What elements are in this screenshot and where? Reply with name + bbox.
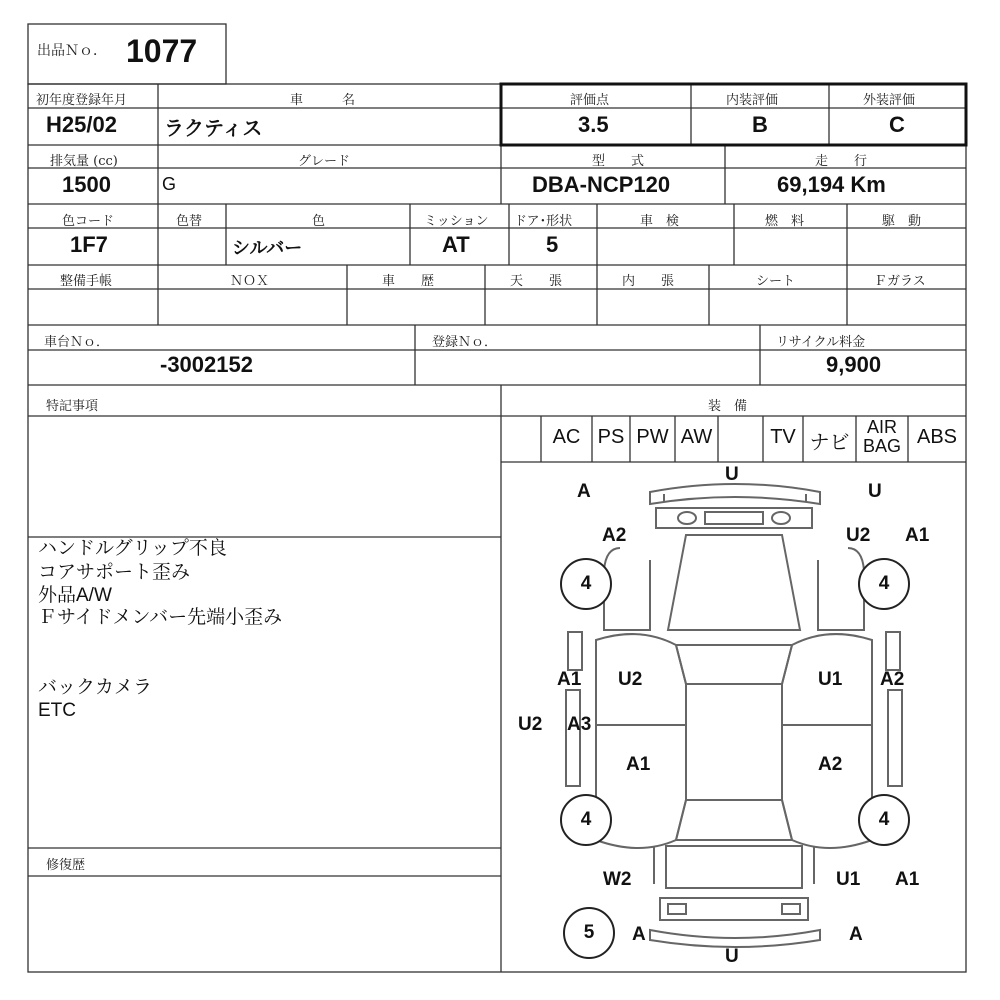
lot-number-label: 出品Ｎｏ． bbox=[37, 43, 107, 59]
equip-tv: TV bbox=[770, 426, 796, 448]
mileage-label: 走 行 bbox=[815, 154, 868, 169]
color-code-label: 色コード bbox=[62, 214, 115, 229]
note-line: Ｆサイドメンバー先端小歪み bbox=[38, 607, 283, 628]
door-shape-label: ドア･形状 bbox=[514, 214, 573, 229]
repaint-label: 色替 bbox=[176, 214, 203, 229]
score-label: 評価点 bbox=[570, 93, 610, 108]
registration-label: 登録Ｎｏ． bbox=[432, 335, 498, 350]
notes-label: 特記事項 bbox=[46, 399, 99, 414]
exterior-score-value: C bbox=[889, 112, 905, 137]
equip-navi: ナビ bbox=[809, 432, 850, 454]
damage-mark: A1 bbox=[905, 525, 930, 546]
color-code-value: 1F7 bbox=[70, 232, 108, 257]
damage-mark: U1 bbox=[818, 669, 843, 690]
damage-mark: A3 bbox=[567, 714, 592, 735]
chassis-value: -3002152 bbox=[160, 352, 253, 377]
model-label: 型 式 bbox=[592, 154, 645, 169]
grade-value: G bbox=[162, 174, 177, 194]
equip-ps: PS bbox=[597, 426, 625, 448]
note-line: 外品A/W bbox=[38, 585, 112, 606]
history-label: 車 歴 bbox=[382, 274, 435, 289]
grade-label: グレード bbox=[298, 154, 351, 169]
damage-mark: A1 bbox=[895, 869, 920, 890]
inspection-label: 車 検 bbox=[640, 214, 680, 229]
damage-mark: W2 bbox=[603, 869, 632, 890]
damage-mark: A1 bbox=[557, 669, 582, 690]
tire-rear-right: 4 bbox=[858, 794, 910, 846]
color-label: 色 bbox=[312, 214, 326, 229]
tire-front-left: 4 bbox=[560, 558, 612, 610]
recycle-value: 9,900 bbox=[826, 352, 882, 377]
car-name-label: 車 名 bbox=[290, 93, 356, 108]
damage-mark: A bbox=[577, 481, 591, 502]
score-value: 3.5 bbox=[578, 112, 609, 137]
reg-date-label: 初年度登録年月 bbox=[36, 93, 128, 108]
exterior-score-label: 外装評価 bbox=[863, 93, 916, 108]
equip-ac: AC bbox=[552, 426, 581, 448]
transmission-value: AT bbox=[442, 232, 470, 257]
damage-mark: U1 bbox=[836, 869, 861, 890]
equip-aw: AW bbox=[680, 426, 713, 448]
damage-mark: U2 bbox=[518, 714, 543, 735]
equipment-label: 装 備 bbox=[708, 399, 748, 414]
damage-mark: U2 bbox=[846, 525, 871, 546]
damage-mark: U bbox=[725, 464, 739, 485]
tire-spare: 5 bbox=[563, 907, 615, 959]
drive-label: 駆 動 bbox=[882, 214, 922, 229]
fuel-label: 燃 料 bbox=[765, 214, 805, 229]
fglass-label: Ｆガラス bbox=[874, 274, 926, 289]
tire-rear-left: 4 bbox=[560, 794, 612, 846]
damage-mark: A2 bbox=[818, 754, 843, 775]
displacement-label: 排気量 (cc) bbox=[50, 154, 118, 169]
damage-mark: A2 bbox=[602, 525, 627, 546]
nox-label: ＮＯＸ bbox=[230, 274, 270, 289]
color-value: シルバー bbox=[232, 238, 303, 258]
displacement-value: 1500 bbox=[62, 172, 111, 197]
interior-score-label: 内装評価 bbox=[726, 93, 779, 108]
recycle-label: リサイクル料金 bbox=[776, 335, 866, 350]
damage-mark: U bbox=[725, 946, 739, 967]
seat-label: シート bbox=[756, 274, 796, 289]
mileage-value: 69,194 Km bbox=[777, 172, 886, 197]
tire-front-right: 4 bbox=[858, 558, 910, 610]
lot-number: 1077 bbox=[126, 33, 198, 69]
transmission-label: ミッション bbox=[424, 214, 489, 229]
chassis-label: 車台Ｎｏ． bbox=[44, 335, 110, 350]
car-name-value: ラクティス bbox=[164, 118, 263, 140]
equip-abs: ABS bbox=[916, 426, 958, 448]
damage-mark: U2 bbox=[618, 669, 643, 690]
door-shape-value: 5 bbox=[546, 232, 559, 257]
equip-airbag: AIR BAG bbox=[862, 417, 901, 456]
damage-mark: A bbox=[632, 924, 646, 945]
note-line: ハンドルグリップ不良 bbox=[38, 538, 227, 559]
model-value: DBA-NCP120 bbox=[532, 172, 671, 197]
interior-trim-label: 内 張 bbox=[622, 274, 675, 289]
note-line: ETC bbox=[38, 700, 76, 721]
note-line: バックカメラ bbox=[38, 677, 153, 698]
ceiling-label: 天 張 bbox=[510, 274, 563, 289]
reg-date-value: H25/02 bbox=[46, 112, 117, 137]
damage-mark: A2 bbox=[880, 669, 905, 690]
equip-pw: PW bbox=[636, 426, 669, 448]
damage-mark: A bbox=[849, 924, 863, 945]
damage-mark: A1 bbox=[626, 754, 651, 775]
repair-history-label: 修復歴 bbox=[46, 858, 86, 873]
damage-mark: U bbox=[868, 481, 882, 502]
maintenance-label: 整備手帳 bbox=[60, 274, 113, 289]
interior-score-value: B bbox=[752, 112, 768, 137]
note-line: コアサポート歪み bbox=[38, 562, 191, 583]
